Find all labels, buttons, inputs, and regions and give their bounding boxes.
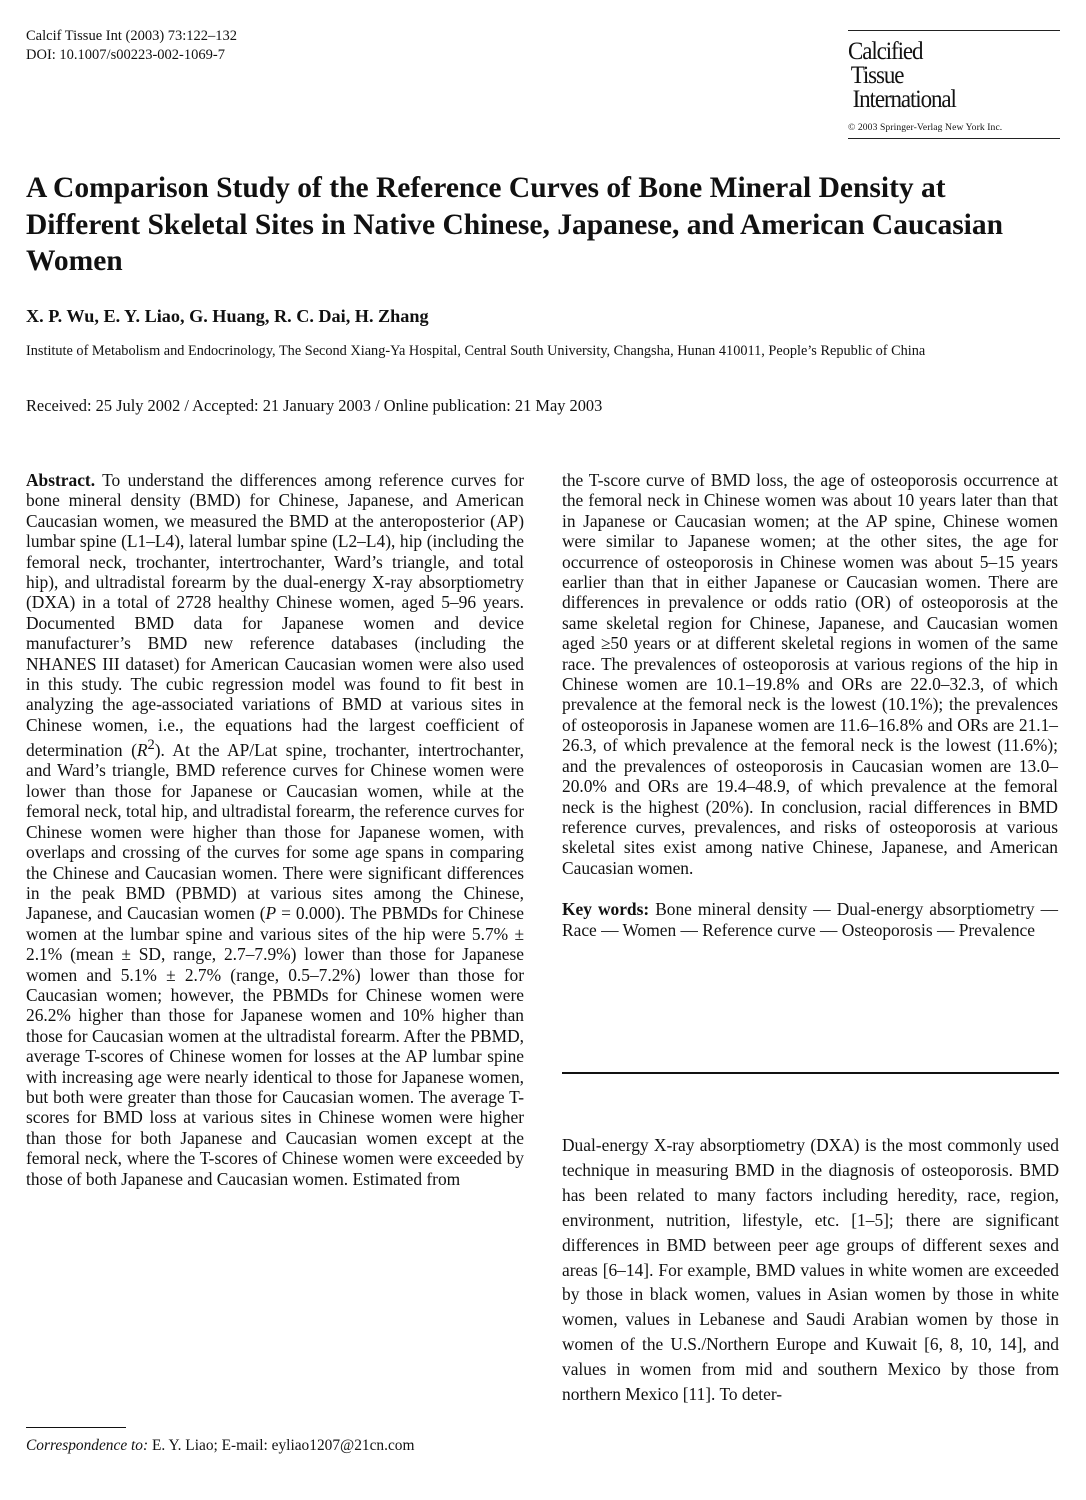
abstract-text-2: ). At the AP/Lat spine, trochanter, intertrochanter, and Ward’s triangle, BMD reference curves for Chinese women were lower than those for Japanese or Caucasian women, while at the femoral neck, total hip, and ultradistal forearm, the reference curves for Chinese women were higher than those for Japanese women, with overlaps and crossing of the curves for some age spans in comparing the Chinese and Caucasian women. There were significant differences in the peak BMD (PBMD) at various sites among the Chinese, Japanese, and Caucasian women (	[26, 740, 524, 924]
keywords-paragraph	[562, 899, 1058, 940]
logo-line-3: International	[852, 86, 956, 113]
affiliation: Institute of Metabolism and Endocrinology, The Second Xiang-Ya Hospital, Central South University, Changsha, Hunan 410011, People’s Republic of China	[26, 343, 926, 359]
logo-line-1: Calcified	[848, 38, 923, 65]
correspondence-footnote	[26, 1437, 414, 1455]
abstract-text-3: = 0.000). The PBMDs for Chinese women at the lumbar spine and various sites of the hip were 5.7% ± 2.1% (mean ± SD, range, 2.7–7.9%) lower than those for Japanese women and 5.1% ± 2.7% (range, 0.5–7.2%) lower than those for Caucasian women; however, the PBMDs for Chinese women were 26.2% higher than those for Japanese women and 10% higher than those for Caucasian women at the ultradistal forearm. After the PBMD, average T-scores of Chinese women for losses at the AP lumbar spine with increasing age were nearly identical to those for Japanese women, but both were greater than those for Caucasian women. The average T-scores for BMD loss at various sites in Chinese women were higher than those for both Japanese and Caucasian women except at the femoral neck, where the T-scores of Chinese women were exceeded by those of both Japanese and Caucasian women. Estimated from	[26, 903, 524, 1189]
r-squared-symbol: R	[136, 740, 148, 761]
abstract-continued: the T-score curve of BMD loss, the age of osteoporosis occurrence at the femoral neck in Chinese women was about 10 years later than that in Japanese or Caucasian women; at the AP spine, Chinese women were similar to Japanese women; at the other sites, the age for occurrence of osteoporosis in Chinese women was about 5–15 years earlier than that in either Japanese or Caucasian women. There are differences in prevalence or odds ratio (OR) of osteoporosis at the same skeletal region for Chinese, Japanese, and Caucasian women aged ≥50 years or at different skeletal regions in women of the same race. The prevalences of osteoporosis at various regions of the hip in Chinese women are 10.1–19.8% and ORs are 22.0–32.3, of which prevalence at the femoral neck is the lowest (10.1%); the prevalences of osteoporosis in Japanese women are 11.6–16.8% and ORs are 21.1–26.3, of which prevalence at the femoral neck is the lowest (11.6%); and the prevalences of osteoporosis in Caucasian women are 13.0–20.0% and ORs are 19.4–48.9, of which prevalence at the femoral neck is the highest (20%). In conclusion, racial differences in BMD reference curves, prevalences, and risks of osteoporosis at various skeletal sites exist among native Chinese, Japanese, and American Caucasian women.	[562, 470, 1058, 878]
publisher-copyright: © 2003 Springer-Verlag New York Inc.	[848, 122, 1003, 133]
journal-logo	[848, 40, 1043, 112]
abstract-column-right	[562, 470, 1058, 940]
r-squared-exponent: 2	[147, 737, 155, 754]
journal-citation: Calcif Tissue Int (2003) 73:122–132	[26, 28, 238, 44]
keywords-label: Key words:	[562, 899, 650, 920]
footnote-text: E. Y. Liao; E-mail: eyliao1207@21cn.com	[148, 1437, 415, 1454]
logo-rule-top	[848, 30, 1060, 31]
introduction-paragraph: Dual-energy X-ray absorptiometry (DXA) is the most commonly used technique in measuring BMD in the diagnosis of osteoporosis. BMD has been related to many factors including heredity, race, region, environment, nutrition, lifestyle, etc. [1–5]; there are significant differences in BMD between peer age groups of different sexes and areas [6–14]. For example, BMD values in white women are exceeded by those in black women, values in Asian women by those in white women, values in Lebanese and Saudi Arabian women by those in women of the U.S./Northern Europe and Kuwait [6, 8, 10, 14], and values in women from mid and southern Mexico by those from northern Mexico [11]. To deter-	[562, 1135, 1059, 1405]
logo-line-2: Tissue	[850, 62, 904, 89]
journal-info	[26, 27, 237, 65]
journal-doi: DOI: 10.1007/s00223-002-1069-7	[26, 47, 225, 63]
abstract-column-left	[26, 470, 524, 1189]
abstract-text-1: To understand the differences among reference curves for bone mineral density (BMD) for Chinese, Japanese, and American Caucasian women, we measured the BMD at the anteroposterior (AP) lumbar spine (L1–L4), lateral lumbar spine (L2–L4), hip (including the femoral neck, trochanter, intertrochanter, Ward’s triangle, and total hip), and ultradistal forearm by the dual-energy X-ray absorptiometry (DXA) in a total of 2728 healthy Chinese women, aged 5–96 years. Documented BMD data for Japanese women and device manufacturer’s BMD new reference databases (including the NHANES III dataset) for American Caucasian women were also used in this study. The cubic regression model was found to fit best in analyzing the age-associated variations of BMD at various sites in Chinese women, i.e., the equations had the largest coefficient of determination (	[26, 470, 524, 761]
abstract-label: Abstract.	[26, 470, 96, 490]
publication-dates: Received: 25 July 2002 / Accepted: 21 January 2003 / Online publication: 21 May 2003	[26, 396, 603, 415]
footnote-label: Correspondence to:	[26, 1437, 149, 1454]
footnote-divider	[26, 1427, 126, 1428]
journal-logo-block	[848, 30, 1060, 139]
abstract-paragraph	[26, 470, 524, 1189]
p-value-symbol: P	[265, 903, 277, 924]
abstract-divider	[562, 1072, 1059, 1074]
keywords-text: Bone mineral density — Dual-energy absorptiometry — Race — Women — Reference curve — Osteoporosis — Prevalence	[562, 899, 1058, 940]
author-list: X. P. Wu, E. Y. Liao, G. Huang, R. C. Dai, H. Zhang	[26, 306, 429, 326]
article-title: A Comparison Study of the Reference Curves of Bone Mineral Density at Different Skeletal Sites in Native Chinese, Japanese, and American Caucasian Women	[26, 172, 1004, 277]
logo-rule-bottom	[848, 138, 1060, 139]
